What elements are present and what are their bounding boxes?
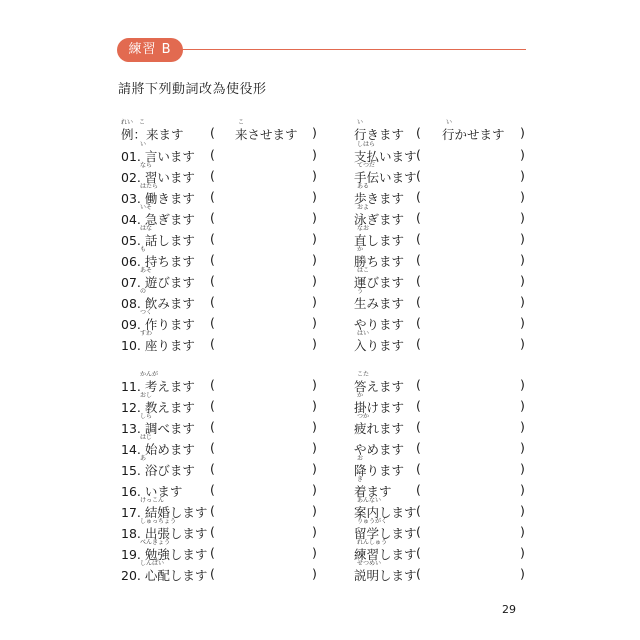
left-open-paren: ( [210,461,215,476]
right-close-paren: ) [520,503,525,518]
left-close-paren: ) [312,231,317,246]
exercise-row [0,248,640,269]
right-close-paren: ) [520,273,525,288]
right-answer-furigana: い [446,119,453,126]
right-verb-furigana: てつだ [357,162,376,169]
right-verb-furigana: か [357,246,364,253]
right-verb-furigana: う [357,288,364,295]
left-verb-furigana: れい こ [121,119,146,126]
left-verb: 09. 作ります [121,317,195,332]
right-verb: 答えます [354,379,405,394]
right-verb: 降ります [354,463,405,478]
left-close-paren: ) [312,482,317,497]
left-verb: 03. 働きます [121,191,195,206]
left-open-paren: ( [210,440,215,455]
left-verb: 例：来ます [121,127,184,142]
left-verb-furigana: つく [140,309,153,316]
left-verb: 07. 遊びます [121,275,195,290]
right-verb-furigana: ある [357,183,370,190]
left-verb-furigana: い [140,141,147,148]
left-verb-furigana: けっこん [140,497,165,504]
right-open-paren: ( [416,252,421,267]
exercise-row [0,478,640,499]
right-verb: 勝ちます [354,254,405,269]
left-open-paren: ( [210,503,215,518]
left-verb: 18. 出張します [121,526,208,541]
right-open-paren: ( [416,461,421,476]
left-verb-furigana: の [140,288,147,295]
right-verb-furigana: お [357,455,364,462]
left-answer[interactable]: 来させます [235,127,298,142]
left-verb-furigana: おし [140,392,153,399]
left-close-paren: ) [312,440,317,455]
right-open-paren: ( [416,189,421,204]
left-verb: 04. 急ぎます [121,212,195,227]
left-close-paren: ) [312,252,317,267]
right-verb-furigana: およ [357,204,370,211]
right-close-paren: ) [520,440,525,455]
left-answer-furigana: こ [238,119,245,126]
left-verb-furigana: かんが [140,371,159,378]
left-close-paren: ) [312,398,317,413]
right-open-paren: ( [416,482,421,497]
left-verb: 16. います [121,484,183,499]
right-verb: 練習します [354,547,417,562]
left-close-paren: ) [312,315,317,330]
right-verb: 入ります [354,338,405,353]
right-verb-furigana: はい [357,330,370,337]
right-open-paren: ( [416,147,421,162]
exercise-row [0,394,640,415]
right-close-paren: ) [520,545,525,560]
header-divider [176,49,526,50]
exercise-row [0,436,640,457]
exercise-row [0,121,640,142]
left-open-paren: ( [210,524,215,539]
right-verb: 行きます [354,127,405,142]
left-close-paren: ) [312,294,317,309]
left-verb-furigana: べんきょう [140,539,171,546]
left-open-paren: ( [210,231,215,246]
left-verb: 12. 教えます [121,400,195,415]
right-verb: 歩きます [354,191,405,206]
right-verb: やります [354,317,405,332]
left-verb: 01. 言います [121,149,195,164]
left-open-paren: ( [210,398,215,413]
left-open-paren: ( [210,273,215,288]
left-open-paren: ( [210,294,215,309]
left-verb-furigana: あそ [140,267,153,274]
right-verb-furigana: りゅうがく [357,518,388,525]
left-close-paren: ) [312,566,317,581]
left-verb: 20. 心配します [121,568,208,583]
right-close-paren: ) [520,189,525,204]
left-close-paren: ) [312,168,317,183]
left-open-paren: ( [210,336,215,351]
left-verb-furigana: いそ [140,204,153,211]
right-open-paren: ( [416,566,421,581]
exercise-row [0,185,640,206]
left-verb-furigana: すわ [140,330,153,337]
right-verb-furigana: き [357,476,364,483]
exercise-title-badge: 練習 B [117,38,183,62]
right-close-paren: ) [520,419,525,434]
left-open-paren: ( [210,147,215,162]
left-close-paren: ) [312,273,317,288]
left-verb-furigana: はたら [140,183,159,190]
page-number: 29 [502,603,516,616]
right-verb-furigana: い [357,119,364,126]
right-verb: 留学します [354,526,417,541]
right-open-paren: ( [416,315,421,330]
exercise-row [0,311,640,332]
left-open-paren: ( [210,566,215,581]
left-verb-furigana: しゅっちょう [140,518,177,525]
left-verb-furigana: なら [140,162,153,169]
left-verb: 10. 座ります [121,338,195,353]
right-verb: 説明します [354,568,417,583]
right-open-paren: ( [416,440,421,455]
left-open-paren: ( [210,210,215,225]
left-open-paren: ( [210,482,215,497]
right-close-paren: ) [520,231,525,246]
right-close-paren: ) [520,461,525,476]
right-open-paren: ( [416,524,421,539]
right-verb-furigana: なお [357,225,370,232]
exercise-row [0,373,640,394]
right-open-paren: ( [416,231,421,246]
left-open-paren: ( [210,252,215,267]
right-verb-furigana: こた [357,371,370,378]
left-close-paren: ) [312,377,317,392]
right-verb-furigana: か [357,392,364,399]
left-verb: 13. 調べます [121,421,195,436]
right-verb: 直します [354,233,405,248]
right-close-paren: ) [520,147,525,162]
exercise-row [0,332,640,353]
right-verb: 生みます [354,296,405,311]
right-verb-furigana: つか [357,413,370,420]
right-open-paren: ( [416,336,421,351]
right-verb: やめます [354,442,405,457]
left-verb-furigana: はじ [140,434,153,441]
left-verb: 14. 始めます [121,442,195,457]
left-verb-furigana: しら [140,413,153,420]
exercise-row [0,415,640,436]
right-verb-furigana: れんしゅう [357,539,388,546]
left-close-paren: ) [312,210,317,225]
right-open-paren: ( [416,210,421,225]
left-close-paren: ) [312,189,317,204]
right-verb: 手伝います [354,170,417,185]
right-open-paren: ( [416,125,421,140]
left-close-paren: ) [312,503,317,518]
right-close-paren: ) [520,524,525,539]
right-close-paren: ) [520,377,525,392]
right-verb: 着ます [354,484,392,499]
left-verb-furigana: あ [140,455,147,462]
right-close-paren: ) [520,315,525,330]
left-open-paren: ( [210,377,215,392]
left-verb-furigana: はな [140,225,153,232]
left-verb: 08. 飲みます [121,296,195,311]
right-close-paren: ) [520,125,525,140]
exercise-row [0,164,640,185]
right-verb-furigana: はこ [357,267,370,274]
exercise-row [0,143,640,164]
exercise-row [0,541,640,562]
left-open-paren: ( [210,189,215,204]
left-close-paren: ) [312,419,317,434]
left-close-paren: ) [312,545,317,560]
right-verb: 案内します [354,505,417,520]
left-close-paren: ) [312,147,317,162]
left-verb: 05. 話します [121,233,195,248]
right-close-paren: ) [520,336,525,351]
left-verb-furigana: も [140,246,147,253]
left-open-paren: ( [210,125,215,140]
exercise-row [0,457,640,478]
right-verb: 泳ぎます [354,212,405,227]
right-close-paren: ) [520,168,525,183]
left-verb-furigana: しんぱい [140,560,165,567]
right-open-paren: ( [416,419,421,434]
right-open-paren: ( [416,503,421,518]
left-open-paren: ( [210,168,215,183]
exercise-row [0,562,640,583]
left-verb: 15. 浴びます [121,463,195,478]
right-answer[interactable]: 行かせます [442,127,505,142]
right-close-paren: ) [520,482,525,497]
left-close-paren: ) [312,336,317,351]
right-open-paren: ( [416,273,421,288]
right-close-paren: ) [520,210,525,225]
left-open-paren: ( [210,419,215,434]
right-open-paren: ( [416,168,421,183]
right-open-paren: ( [416,545,421,560]
right-verb-furigana: しはら [357,141,376,148]
right-verb-furigana: せつめい [357,560,382,567]
left-close-paren: ) [312,524,317,539]
right-close-paren: ) [520,398,525,413]
right-verb: 運びます [354,275,405,290]
right-open-paren: ( [416,398,421,413]
exercise-row [0,206,640,227]
left-close-paren: ) [312,461,317,476]
right-close-paren: ) [520,252,525,267]
right-open-paren: ( [416,294,421,309]
left-verb: 11. 考えます [121,379,195,394]
right-verb: 支払います [354,149,417,164]
left-verb: 19. 勉強します [121,547,208,562]
exercise-row [0,290,640,311]
left-open-paren: ( [210,545,215,560]
right-verb: 疲れます [354,421,405,436]
exercise-row [0,269,640,290]
left-verb: 06. 持ちます [121,254,195,269]
right-close-paren: ) [520,566,525,581]
right-open-paren: ( [416,377,421,392]
exercise-row [0,520,640,541]
left-verb: 02. 習います [121,170,195,185]
right-verb: 掛けます [354,400,405,415]
exercise-row [0,499,640,520]
right-verb-furigana: あんない [357,497,382,504]
instruction-text: 請將下列動詞改為使役形 [118,82,267,97]
left-open-paren: ( [210,315,215,330]
right-close-paren: ) [520,294,525,309]
left-verb: 17. 結婚します [121,505,208,520]
left-close-paren: ) [312,125,317,140]
exercise-row [0,227,640,248]
